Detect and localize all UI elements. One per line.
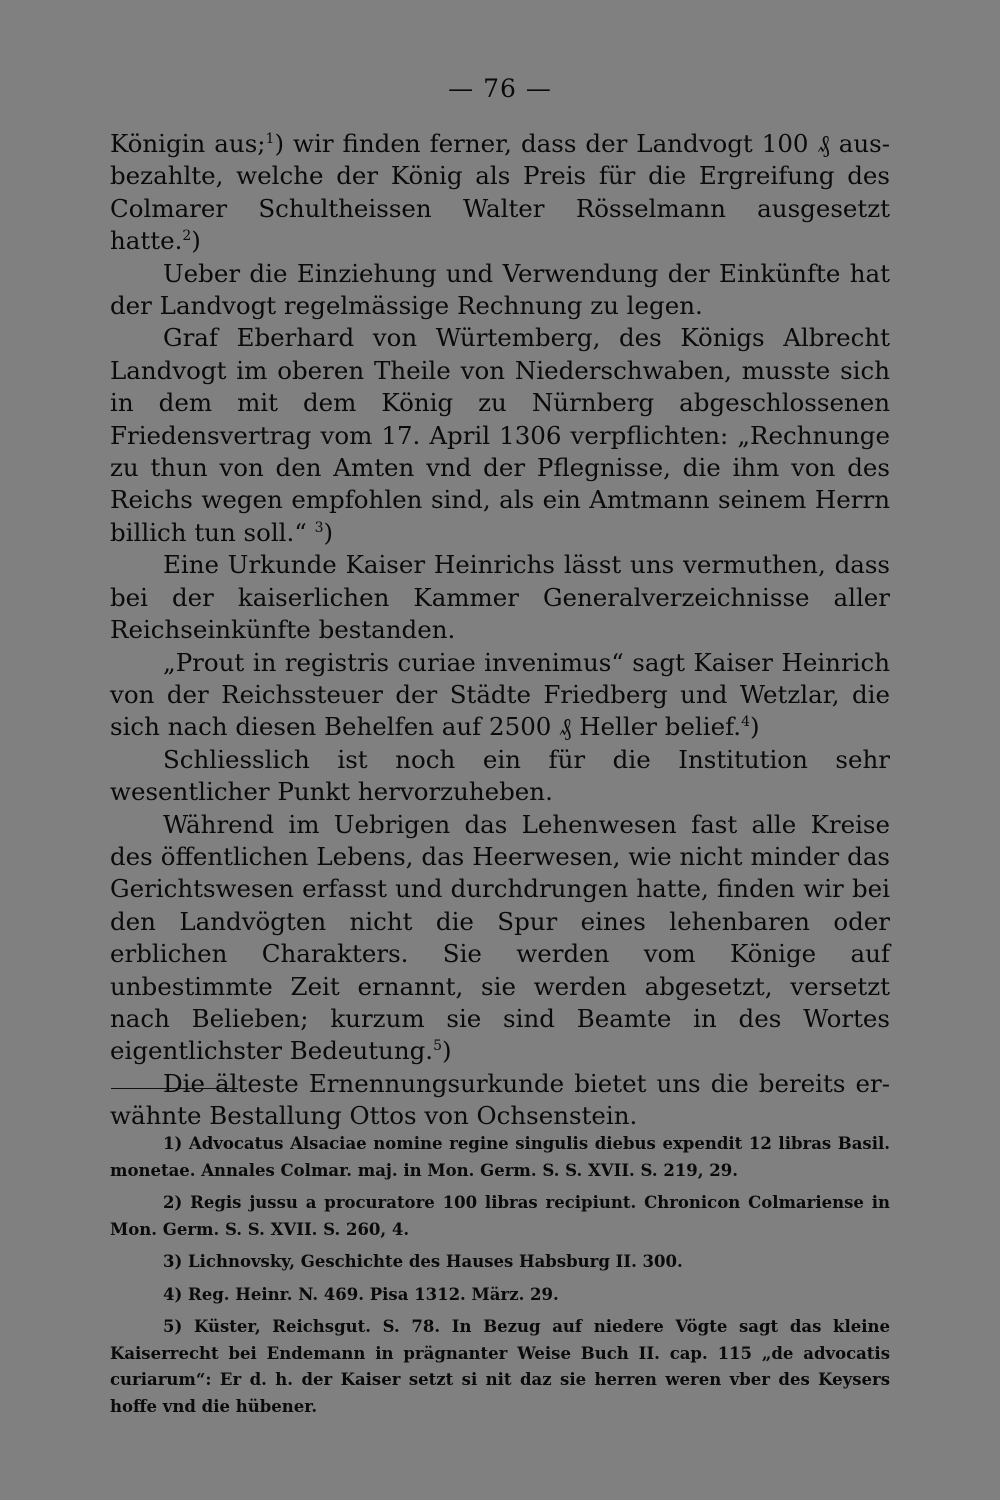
paragraph-1-text-b: ) wir finden ferner, dass der Landvogt 100 ₰ ausbezahlte, welche der König als Preis für die Ergreifung des Colmarer Schultheissen Walter Rösselmann ausgesetzt hatte. [110,129,891,256]
footnote-ref-3: 3 [314,519,324,536]
page-number: — 76 — [448,74,552,103]
footnote-2: 2) Regis jussu a procuratore 100 libras recipiunt. Chronicon Colmariense in Mon. Germ. S. S. XVII. S. 260, 4. [110,1193,890,1239]
paragraph-3-text-a: Graf Eberhard von Würtemberg, des Königs Albrecht Landvogt im oberen Theile von Niederschwaben, musste sich in dem mit dem König zu Nürnberg abgeschlossenen Friedensvertrag vom 17. April 1306 verpflichten: „Rechnunge zu thun von den Amten vnd der Pflegnisse, die ihm von des Reichs wegen empfohlen sind, als ein Amtmann seinem Herrn billich tun soll.“ [110,323,890,547]
footnote-5: 5) Küster, Reichsgut. S. 78. In Bezug auf niedere Vögte sagt das kleine Kaiserrecht bei Endemann in prägnanter Weise Buch II. cap. 115 „de advocatis curiarum“: Er d. h. der Kaiser setzt si nit daz sie herren weren vber des Keysers hoffe vnd die hübener. [110,1317,890,1416]
footnote-ref-2: 2 [182,228,192,245]
paragraph-3 [110,322,890,549]
main-text [110,128,890,1133]
paragraph-5-text-b: ) [750,712,760,742]
paragraph-7 [110,809,890,1068]
paragraph-1-text-a: Königin aus; [110,129,266,158]
paragraph-7-text-a: Während im Uebrigen das Lehenwesen fast alle Kreise des öffentlichen Lebens, das Heerwesen, wie nicht minder das Gerichtswesen erfasst und durchdrungen hatte, finden wir bei den Landvögten nicht die Spur eines lehenbaren oder erblichen Charakters. Sie werden vom Könige auf unbestimmte Zeit ernannt, sie werden abgesetzt, versetzt nach Belieben; kurzum sie sind Beamte in des Wortes eigentlichster Bedeutung. [110,809,890,1066]
paragraph-7-text-b: ) [442,1036,452,1066]
footnotes [110,1131,890,1426]
paragraph-1-text-c: ) [191,226,201,256]
paragraph-2: Ueber die Einziehung und Verwendung der Einkünfte hat der Landvogt regelmässige Rechnung zu legen. [110,258,890,321]
footnote-ref-4: 4 [741,714,750,731]
paragraph-8: Die älteste Ernennungsurkunde bietet uns die bereits erwähnte Bestallung Ottos von Ochsenstein. [110,1068,890,1131]
paragraph-5-text-a: „Prout in registris curiae invenimus“ sagt Kaiser Heinrich von der Reichssteuer der Städte Friedberg und Wetzlar, die sich nach diesen Behelfen auf 2500 ₰ Heller belief. [110,647,890,742]
footnote-ref-5: 5 [433,1038,442,1055]
paragraph-5 [110,647,890,744]
paragraph-3-text-b: ) [323,517,334,547]
footnote-separator [111,1088,238,1089]
footnote-1: 1) Advocatus Alsaciae nomine regine singulis diebus expendit 12 libras Basil. monetae. Annales Colmar. maj. in Mon. Germ. S. S. XVII. S. 219, 29. [110,1134,890,1180]
paragraph-6: Schliesslich ist noch ein für die Institution sehr wesentlicher Punkt hervorzuheben. [110,744,890,807]
paragraph-4: Eine Urkunde Kaiser Heinrichs lässt uns vermuthen, dass bei der kaiserlichen Kammer Generalverzeichnisse aller Reichseinkünfte bestanden. [110,550,890,645]
footnote-4: 4) Reg. Heinr. N. 469. Pisa 1312. März. 29. [163,1284,559,1304]
footnote-ref-1: 1 [265,130,275,147]
footnote-3: 3) Lichnovsky, Geschichte des Hauses Habsburg II. 300. [163,1252,683,1271]
paragraph-1 [110,128,890,258]
